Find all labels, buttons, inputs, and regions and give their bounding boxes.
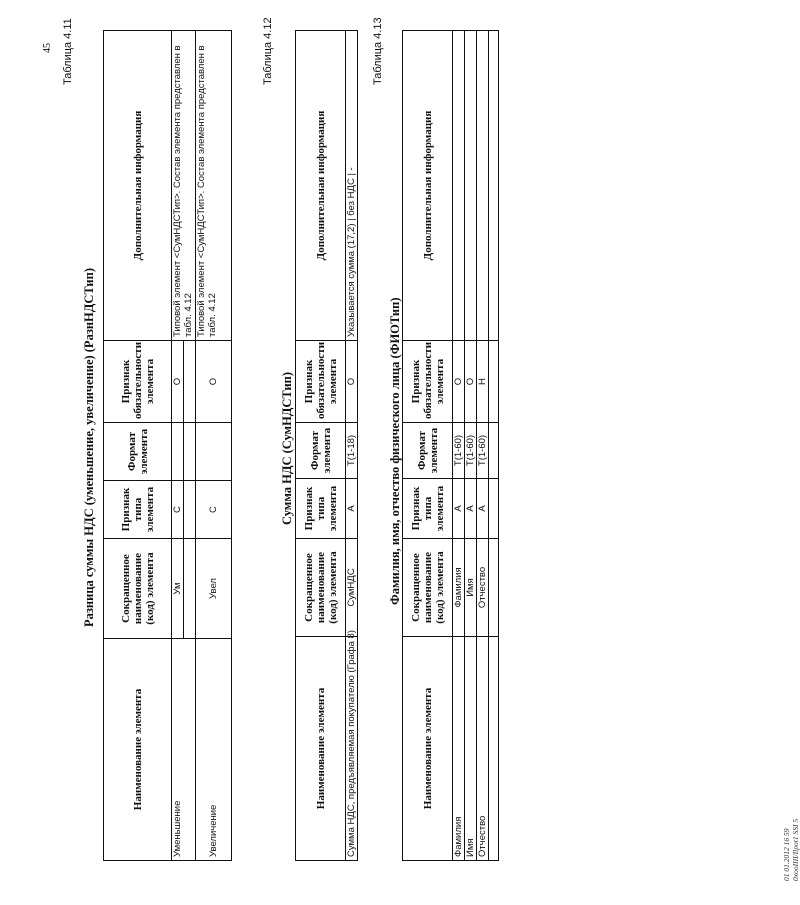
stamp-line-2: 0xooIIII/Ilpot1 SSI 5	[791, 818, 800, 881]
stamp-line-1: 01 01.2012 16 59	[782, 828, 791, 881]
cell: Фамилия	[453, 637, 465, 861]
cell: Фамилия	[453, 539, 465, 637]
table-row	[453, 31, 465, 861]
col-header: Дополнительная информация	[296, 31, 346, 341]
table-4-11-body	[104, 31, 232, 861]
cell: О	[465, 341, 477, 423]
cell	[184, 341, 196, 423]
col-header: Наименование элемента	[104, 639, 172, 861]
table-4-12-body	[296, 31, 358, 861]
col-header: Признак обязательности элемента	[296, 341, 346, 423]
col-header: Признак типа элемента	[104, 481, 172, 539]
cell: Отчество	[477, 637, 489, 861]
cell	[489, 539, 499, 637]
cell	[172, 423, 184, 481]
table-4-13-header-row	[403, 31, 453, 861]
table-row	[172, 31, 184, 861]
cell: О	[346, 341, 358, 423]
col-header: Формат элемента	[296, 423, 346, 479]
col-header: Наименование элемента	[296, 637, 346, 861]
cell: Т(1-18)	[346, 423, 358, 479]
table-row	[477, 31, 489, 861]
col-header: Сокращенное наименование (код) элемента	[104, 539, 172, 639]
col-header: Дополнительная информация	[104, 31, 172, 341]
cell: О	[453, 341, 465, 423]
table-row	[346, 31, 358, 861]
cell: А	[477, 479, 489, 539]
table-4-11	[103, 30, 232, 861]
table-4-13-label: Таблица 4.13	[372, 17, 384, 85]
cell	[184, 539, 196, 639]
cell	[489, 31, 499, 341]
table-4-11-title: Разница суммы НДС (уменьшение, увеличение) (РазнНДСТип)	[82, 268, 96, 627]
table-4-12	[295, 30, 358, 861]
col-header: Сокращенное наименование (код) элемента	[296, 539, 346, 637]
cell	[489, 637, 499, 861]
table-4-12-header-row	[296, 31, 346, 861]
cell: А	[346, 479, 358, 539]
cell	[196, 423, 232, 481]
col-header: Признак типа элемента	[403, 479, 453, 539]
cell: Т(1-60)	[453, 423, 465, 479]
table-4-11-label: Таблица 4.11	[62, 18, 74, 85]
col-header: Признак типа элемента	[296, 479, 346, 539]
cell: Увел	[196, 539, 232, 639]
table-4-12-title: Сумма НДС (СумНДСТип)	[280, 371, 294, 525]
col-header: Формат элемента	[104, 423, 172, 481]
table-4-12-label: Таблица 4.12	[262, 17, 274, 85]
col-header: Формат элемента	[403, 423, 453, 479]
col-header: Сокращенное наименование (код) элемента	[403, 539, 453, 637]
cell: СумНДС	[346, 539, 358, 637]
table-row	[489, 31, 499, 861]
cell	[184, 481, 196, 539]
cell: Типовой элемент <СумНДСТип>. Состав элемента представлен в табл. 4.12	[196, 31, 232, 341]
cell	[184, 423, 196, 481]
table-4-13-body	[403, 31, 499, 861]
col-header: Признак обязательности элемента	[104, 341, 172, 423]
col-header: Наименование элемента	[403, 637, 453, 861]
col-header: Дополнительная информация	[403, 31, 453, 341]
table-4-11-header-row	[104, 31, 172, 861]
cell	[489, 341, 499, 423]
cell	[489, 423, 499, 479]
cell: Ум	[172, 539, 184, 639]
cell: Т(1-60)	[465, 423, 477, 479]
table-row	[465, 31, 477, 861]
cell: А	[453, 479, 465, 539]
cell: Сумма НДС, предъявляемая покупателю (Графа 8)	[346, 637, 358, 861]
page-number: 45	[42, 43, 53, 53]
cell: А	[465, 479, 477, 539]
cell: Имя	[465, 637, 477, 861]
cell	[489, 479, 499, 539]
cell: Увеличение	[196, 639, 232, 861]
cell: О	[172, 341, 184, 423]
document-stamp	[782, 819, 800, 881]
cell: О	[196, 341, 232, 423]
cell: Н	[477, 341, 489, 423]
cell: Т(1-60)	[477, 423, 489, 479]
cell	[477, 31, 489, 341]
cell: С	[172, 481, 184, 539]
cell	[453, 31, 465, 341]
cell: Указывается сумма (17,2) | без НДС | -	[346, 31, 358, 341]
table-row	[196, 31, 232, 861]
col-header: Признак обязательности элемента	[403, 341, 453, 423]
cell	[465, 31, 477, 341]
cell: Уменьшение	[172, 639, 196, 861]
table-4-13	[402, 30, 499, 861]
cell: Типовой элемент <СумНДСТип>. Состав элемента представлен в табл. 4.12	[172, 31, 196, 341]
table-4-13-title: Фамилия, имя, отчество физического лица (ФИОТип)	[388, 297, 402, 605]
cell: Отчество	[477, 539, 489, 637]
cell: С	[196, 481, 232, 539]
cell: Имя	[465, 539, 477, 637]
